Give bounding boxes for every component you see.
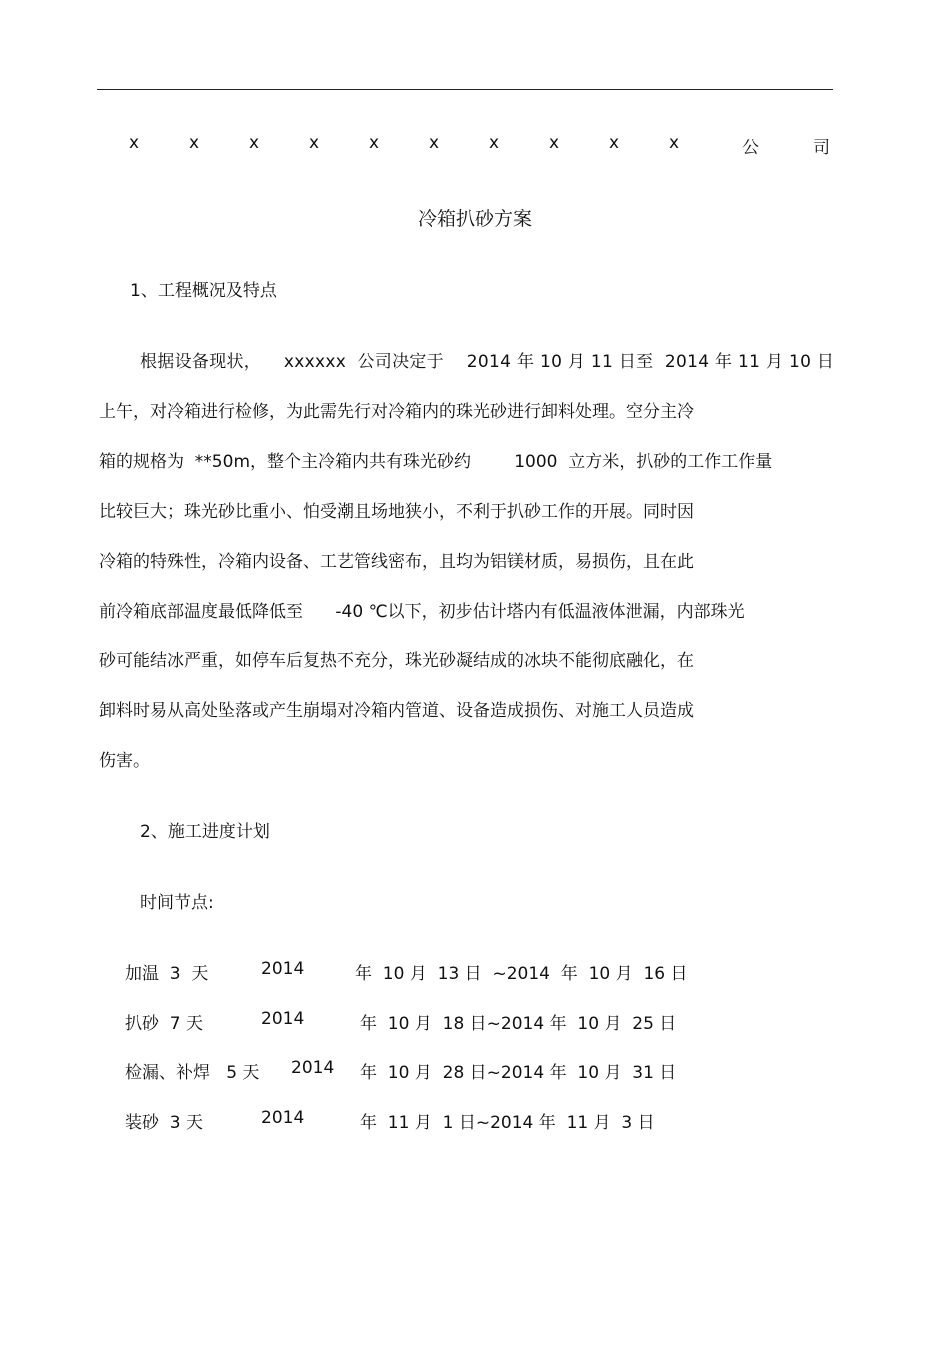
body-line: 根据设备现状， xxxxxx 公司决定于 2014 年 10 月 11 日至 2014 年 11 月 10 日 (140, 352, 835, 372)
body-line: 伤害。 (99, 751, 150, 771)
header-rule (97, 89, 833, 90)
header-letter: x (429, 133, 440, 153)
header-letter: x (189, 133, 200, 153)
document-title: 冷箱扒砂方案 (417, 208, 532, 230)
schedule-subheading: 时间节点: (140, 893, 214, 913)
schedule-task: 加温 3 天 (125, 964, 209, 984)
body-line: 箱的规格为 **50m，整个主冷箱内共有珠光砂约 1000 立方米，扒砂的工作工作量 (99, 452, 773, 472)
body-line: 上午，对冷箱进行检修，为此需先行对冷箱内的珠光砂进行卸料处理。空分主冷 (99, 402, 694, 422)
section-heading-schedule: 2、施工进度计划 (140, 822, 270, 842)
body-line: 冷箱的特殊性，冷箱内设备、工艺管线密布，且均为铝镁材质，易损伤，且在此 (99, 552, 694, 572)
header-company-char: 司 (813, 138, 830, 158)
header-letter: x (669, 133, 680, 153)
header-letter: x (609, 133, 620, 153)
schedule-year: 2014 (291, 1058, 335, 1078)
schedule-task: 检漏、补焊 5 天 (125, 1063, 260, 1083)
schedule-task: 装砂 3 天 (125, 1113, 204, 1133)
schedule-row (0, 1009, 950, 1035)
body-line: 比较巨大；珠光砂比重小、怕受潮且场地狭小，不利于扒砂工作的开展。同时因 (99, 502, 694, 522)
section-heading-overview: 1、工程概况及特点 (130, 281, 277, 301)
schedule-row (0, 1108, 950, 1134)
schedule-row (0, 1058, 950, 1084)
header-letter: x (309, 133, 320, 153)
header-letter: x (129, 133, 140, 153)
schedule-range: 年 10 月 18 日~2014 年 10 月 25 日 (360, 1014, 677, 1034)
schedule-range: 年 10 月 28 日~2014 年 10 月 31 日 (360, 1063, 677, 1083)
schedule-range: 年 10 月 13 日 ~2014 年 10 月 16 日 (355, 964, 688, 984)
schedule-row (0, 959, 950, 985)
header-letter: x (249, 133, 260, 153)
schedule-year: 2014 (261, 1009, 305, 1029)
company-header (0, 133, 950, 159)
header-letter: x (549, 133, 560, 153)
schedule-task: 扒砂 7 天 (125, 1014, 204, 1034)
body-line: 前冷箱底部温度最低降低至 -40 ℃以下，初步估计塔内有低温液体泄漏，内部珠光 (99, 602, 745, 622)
schedule-range: 年 11 月 1 日~2014 年 11 月 3 日 (360, 1113, 655, 1133)
schedule-year: 2014 (261, 1108, 305, 1128)
header-company-char: 公 (742, 138, 759, 158)
schedule-year: 2014 (261, 959, 305, 979)
header-letter: x (489, 133, 500, 153)
body-line: 砂可能结冰严重，如停车后复热不充分，珠光砂凝结成的冰块不能彻底融化，在 (99, 651, 694, 671)
body-line: 卸料时易从高处坠落或产生崩塌对冷箱内管道、设备造成损伤、对施工人员造成 (99, 701, 694, 721)
header-letter: x (369, 133, 380, 153)
